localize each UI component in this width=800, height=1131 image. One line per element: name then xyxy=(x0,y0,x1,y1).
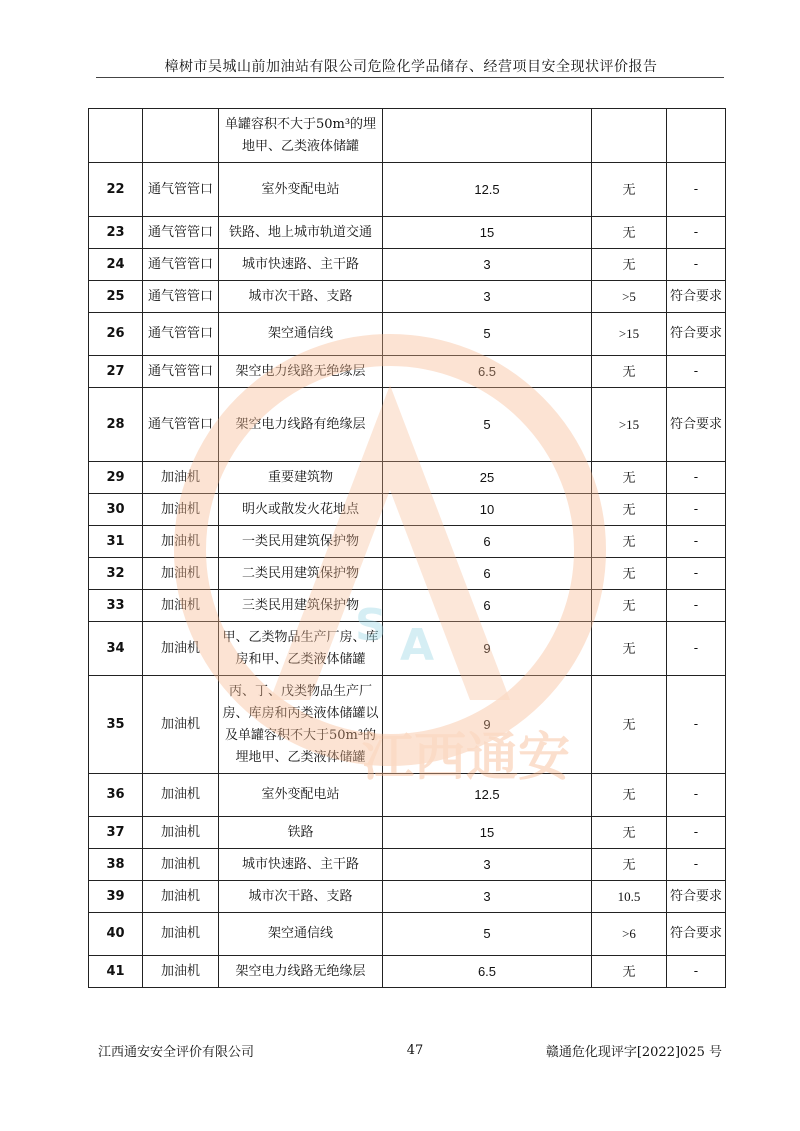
table-row xyxy=(89,494,726,526)
svg-text:江西通安: 江西通安 xyxy=(362,728,571,788)
row-number: 22 xyxy=(89,163,143,217)
row-number: 27 xyxy=(89,356,143,388)
table-row xyxy=(89,881,726,913)
row-number: 28 xyxy=(89,388,143,462)
footer-doc-number: 赣通危化现评字[2022]025 号 xyxy=(545,1045,722,1060)
table-row xyxy=(89,526,726,558)
facility-name: 通气管管口 xyxy=(143,281,219,313)
footer-company: 江西通安安全评价有限公司 xyxy=(98,1045,255,1060)
required-distance: 9 xyxy=(383,676,592,774)
facility-name: 加油机 xyxy=(143,590,219,622)
table-row xyxy=(89,163,726,217)
actual-distance: 10.5 xyxy=(592,881,667,913)
protected-object: 城市次干路、支路 xyxy=(219,881,383,913)
evaluation-result: - xyxy=(667,356,726,388)
required-distance: 5 xyxy=(383,913,592,956)
evaluation-result: - xyxy=(667,494,726,526)
actual-distance: 无 xyxy=(592,622,667,676)
protected-object: 架空通信线 xyxy=(219,313,383,356)
protected-object: 三类民用建筑保护物 xyxy=(219,590,383,622)
required-distance: 3 xyxy=(383,849,592,881)
actual-distance: 无 xyxy=(592,774,667,817)
required-distance: 6 xyxy=(383,590,592,622)
facility-name: 加油机 xyxy=(143,849,219,881)
row-number: 35 xyxy=(89,676,143,774)
actual-distance: 无 xyxy=(592,163,667,217)
facility-name: 加油机 xyxy=(143,526,219,558)
evaluation-result: 符合要求 xyxy=(667,913,726,956)
protected-object: 架空通信线 xyxy=(219,913,383,956)
table-row xyxy=(89,956,726,988)
required-distance: 3 xyxy=(383,881,592,913)
table-body xyxy=(89,109,726,988)
facility-name: 通气管管口 xyxy=(143,163,219,217)
row-number: 25 xyxy=(89,281,143,313)
required-distance xyxy=(383,109,592,163)
required-distance: 12.5 xyxy=(383,163,592,217)
row-number: 31 xyxy=(89,526,143,558)
evaluation-result: - xyxy=(667,956,726,988)
protected-object: 架空电力线路无绝缘层 xyxy=(219,956,383,988)
required-distance: 5 xyxy=(383,313,592,356)
facility-name: 通气管管口 xyxy=(143,249,219,281)
required-distance: 15 xyxy=(383,817,592,849)
protected-object: 二类民用建筑保护物 xyxy=(219,558,383,590)
row-number: 26 xyxy=(89,313,143,356)
facility-name: 加油机 xyxy=(143,774,219,817)
row-number: 37 xyxy=(89,817,143,849)
required-distance: 6 xyxy=(383,558,592,590)
evaluation-result xyxy=(667,109,726,163)
evaluation-result: - xyxy=(667,849,726,881)
protected-object: 城市次干路、支路 xyxy=(219,281,383,313)
table-row xyxy=(89,558,726,590)
protected-object: 明火或散发火花地点 xyxy=(219,494,383,526)
actual-distance: 无 xyxy=(592,817,667,849)
row-number: 24 xyxy=(89,249,143,281)
evaluation-result: - xyxy=(667,676,726,774)
table-row xyxy=(89,774,726,817)
facility-name: 加油机 xyxy=(143,956,219,988)
table-row xyxy=(89,676,726,774)
row-number: 32 xyxy=(89,558,143,590)
table-row xyxy=(89,817,726,849)
facility-name: 通气管管口 xyxy=(143,217,219,249)
actual-distance: 无 xyxy=(592,217,667,249)
row-number: 29 xyxy=(89,462,143,494)
svg-text:A: A xyxy=(400,620,435,671)
required-distance: 6 xyxy=(383,526,592,558)
actual-distance: 无 xyxy=(592,849,667,881)
evaluation-result: - xyxy=(667,590,726,622)
row-number: 34 xyxy=(89,622,143,676)
facility-name: 加油机 xyxy=(143,913,219,956)
table-row xyxy=(89,313,726,356)
evaluation-result: 符合要求 xyxy=(667,388,726,462)
protected-object: 室外变配电站 xyxy=(219,163,383,217)
facility-name: 加油机 xyxy=(143,622,219,676)
protected-object: 铁路、地上城市轨道交通 xyxy=(219,217,383,249)
facility-name: 加油机 xyxy=(143,558,219,590)
facility-name: 通气管管口 xyxy=(143,313,219,356)
row-number: 36 xyxy=(89,774,143,817)
actual-distance: 无 xyxy=(592,462,667,494)
actual-distance: 无 xyxy=(592,956,667,988)
page-number: 47 xyxy=(406,1043,424,1058)
required-distance: 5 xyxy=(383,388,592,462)
svg-text:S: S xyxy=(355,600,387,651)
evaluation-result: - xyxy=(667,558,726,590)
protected-object: 重要建筑物 xyxy=(219,462,383,494)
required-distance: 9 xyxy=(383,622,592,676)
required-distance: 6.5 xyxy=(383,956,592,988)
row-number: 33 xyxy=(89,590,143,622)
evaluation-result: - xyxy=(667,817,726,849)
evaluation-result: - xyxy=(667,462,726,494)
evaluation-result: - xyxy=(667,774,726,817)
actual-distance: 无 xyxy=(592,356,667,388)
table-row xyxy=(89,109,726,163)
actual-distance: 无 xyxy=(592,494,667,526)
actual-distance: 无 xyxy=(592,558,667,590)
facility-name: 通气管管口 xyxy=(143,356,219,388)
protected-object: 单罐容积不大于50m³的埋地甲、乙类液体储罐 xyxy=(219,109,383,163)
facility-name: 加油机 xyxy=(143,462,219,494)
actual-distance: >5 xyxy=(592,281,667,313)
table-row xyxy=(89,388,726,462)
actual-distance: >15 xyxy=(592,313,667,356)
safety-distance-table xyxy=(88,108,726,988)
required-distance: 25 xyxy=(383,462,592,494)
evaluation-result: 符合要求 xyxy=(667,881,726,913)
protected-object: 城市快速路、主干路 xyxy=(219,249,383,281)
evaluation-result: - xyxy=(667,526,726,558)
required-distance: 3 xyxy=(383,281,592,313)
actual-distance: >6 xyxy=(592,913,667,956)
facility-name xyxy=(143,109,219,163)
row-number: 30 xyxy=(89,494,143,526)
evaluation-result: 符合要求 xyxy=(667,281,726,313)
protected-object: 丙、丁、戊类物品生产厂房、库房和丙类液体储罐以及单罐容积不大于50m³的埋地甲、乙类液体储罐 xyxy=(219,676,383,774)
protected-object: 甲、乙类物品生产厂房、库房和甲、乙类液体储罐 xyxy=(219,622,383,676)
required-distance: 10 xyxy=(383,494,592,526)
actual-distance: 无 xyxy=(592,676,667,774)
actual-distance: 无 xyxy=(592,526,667,558)
table-row xyxy=(89,590,726,622)
row-number: 39 xyxy=(89,881,143,913)
evaluation-result: - xyxy=(667,217,726,249)
row-number: 23 xyxy=(89,217,143,249)
table-row xyxy=(89,356,726,388)
facility-name: 通气管管口 xyxy=(143,388,219,462)
table-row xyxy=(89,913,726,956)
facility-name: 加油机 xyxy=(143,676,219,774)
facility-name: 加油机 xyxy=(143,494,219,526)
protected-object: 架空电力线路有绝缘层 xyxy=(219,388,383,462)
required-distance: 6.5 xyxy=(383,356,592,388)
required-distance: 15 xyxy=(383,217,592,249)
actual-distance xyxy=(592,109,667,163)
protected-object: 架空电力线路无绝缘层 xyxy=(219,356,383,388)
running-header: 樟树市吴城山前加油站有限公司危险化学品储存、经营项目安全现状评价报告 xyxy=(164,59,658,75)
required-distance: 12.5 xyxy=(383,774,592,817)
table-row xyxy=(89,249,726,281)
table-row xyxy=(89,849,726,881)
row-number: 41 xyxy=(89,956,143,988)
table-row xyxy=(89,462,726,494)
table-row xyxy=(89,622,726,676)
actual-distance: 无 xyxy=(592,249,667,281)
table-row xyxy=(89,281,726,313)
protected-object: 一类民用建筑保护物 xyxy=(219,526,383,558)
protected-object: 城市快速路、主干路 xyxy=(219,849,383,881)
table-row xyxy=(89,217,726,249)
facility-name: 加油机 xyxy=(143,817,219,849)
actual-distance: 无 xyxy=(592,590,667,622)
row-number xyxy=(89,109,143,163)
header-rule xyxy=(96,77,724,78)
row-number: 40 xyxy=(89,913,143,956)
evaluation-result: - xyxy=(667,249,726,281)
evaluation-result: - xyxy=(667,622,726,676)
required-distance: 3 xyxy=(383,249,592,281)
evaluation-result: - xyxy=(667,163,726,217)
protected-object: 室外变配电站 xyxy=(219,774,383,817)
protected-object: 铁路 xyxy=(219,817,383,849)
row-number: 38 xyxy=(89,849,143,881)
evaluation-result: 符合要求 xyxy=(667,313,726,356)
facility-name: 加油机 xyxy=(143,881,219,913)
actual-distance: >15 xyxy=(592,388,667,462)
